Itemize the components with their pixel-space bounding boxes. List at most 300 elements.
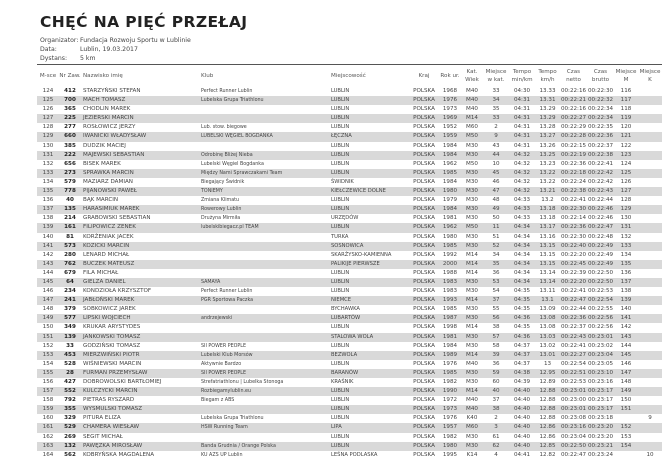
results-table [37, 65, 662, 460]
cell-category-place: 34 [492, 251, 500, 258]
cell-place-women [638, 132, 662, 141]
cell-club: Biegający Świdnik [201, 179, 245, 185]
cell-category-place: 3 [483, 423, 509, 432]
cell-speed: 13.02 [539, 342, 556, 349]
cell-club [199, 260, 329, 269]
cell-gross-time: 00:23:20 [587, 433, 614, 440]
cell-place: 161 [37, 423, 59, 432]
cell-pace: 04:40 [509, 423, 535, 432]
cell-category: M50 [461, 223, 483, 232]
cell-gross-time: 00:22:49 [587, 260, 614, 269]
cell-category: M50 [466, 160, 478, 167]
table-row [37, 151, 662, 160]
cell-category: M30 [466, 379, 478, 385]
cell-name: GODZIŃSKI TOMASZ [83, 342, 141, 349]
cell-gross-time: 00:23:21 [587, 442, 614, 451]
cell-speed: 13.27 [535, 132, 560, 141]
cell-name: FURMAN PRZEMYSŁAW [81, 369, 199, 378]
cell-category-place: 51 [492, 233, 500, 240]
cell-net-time: 00:22:15 [560, 142, 587, 149]
cell-club: Lubelska Grupa Triathlonu [201, 416, 264, 422]
cell-place-women: 9 [648, 415, 652, 422]
cell-net-time: 00:22:37 [560, 324, 587, 331]
cell-place: 125 [37, 96, 59, 105]
cell-speed: 13.2 [541, 197, 554, 204]
cell-year: 1976 [442, 360, 458, 367]
cell-place-men: 128 [620, 197, 632, 204]
table-row [37, 142, 662, 151]
cell-speed: 12.88 [535, 387, 560, 396]
cell-club: Strefatriathlonu | Lubelka Stonoga [201, 380, 284, 385]
cell-gross-time: 00:23:17 [587, 405, 614, 414]
cell-place-women [638, 151, 662, 160]
cell-place-women [638, 260, 662, 269]
table-row [37, 414, 662, 423]
cell-gross-time: 00:22:50 [587, 269, 614, 276]
meta-value: Lublin, 19.03.2017 [80, 46, 138, 53]
cell-category-place: 35 [483, 260, 509, 269]
cell-year: 1985 [439, 369, 461, 378]
table-row [37, 196, 662, 205]
cell-country: POLSKA [409, 369, 439, 378]
cell-gross-time: 00:22:34 [587, 106, 614, 113]
cell-category-place: 34 [483, 96, 509, 105]
cell-place: 142 [42, 251, 54, 258]
cell-place: 160 [42, 415, 54, 422]
cell-country: POLSKA [413, 342, 435, 349]
col-speed: Tempo km/h [538, 69, 557, 83]
cell-category-place: 35 [492, 106, 500, 113]
cell-place-men: 134 [620, 251, 632, 258]
cell-net-time: 00:22:50 [560, 442, 587, 451]
cell-net-time: 00:22:36 [560, 223, 587, 232]
cell-bib: 241 [59, 296, 81, 305]
cell-net-time: 00:22:16 [560, 88, 587, 94]
cell-city: LUBLIN [331, 433, 350, 440]
cell-city: LUBLIN [329, 151, 409, 160]
cell-place-men: 117 [614, 96, 638, 105]
cell-category-place: 36 [492, 269, 500, 276]
cell-place: 137 [37, 205, 59, 214]
cell-city: LUBLIN [331, 269, 350, 276]
cell-country: POLSKA [413, 160, 435, 167]
cell-bib: 700 [59, 96, 81, 105]
cell-gross-time: 00:22:30 [587, 88, 614, 94]
cell-place-men: 127 [614, 187, 638, 196]
cell-bib: 33 [66, 342, 74, 349]
cell-place-women [638, 351, 662, 360]
cell-place-women [638, 405, 662, 414]
cell-year: 1985 [442, 306, 458, 313]
cell-bib: 778 [59, 187, 81, 196]
cell-category: M30 [466, 342, 478, 349]
cell-place-women [638, 323, 662, 332]
meta-value: 5 km [80, 55, 96, 62]
cell-year: 2000 [439, 260, 461, 269]
cell-category-place: 33 [492, 88, 500, 94]
cell-speed: 13.08 [539, 324, 556, 331]
cell-place-men: 123 [614, 151, 638, 160]
table-row [37, 105, 662, 114]
cell-category: K14 [466, 451, 478, 458]
cell-city: STALOWA WOLA [329, 333, 409, 342]
cell-place: 153 [37, 351, 59, 360]
cell-pace: 04:34 [509, 242, 535, 251]
cell-name: KOZICKI MARCIN [81, 242, 199, 251]
cell-place-women [638, 342, 662, 351]
cell-country: POLSKA [413, 397, 435, 404]
cell-pace: 04:33 [509, 205, 535, 214]
cell-category: M30 [466, 433, 478, 440]
cell-country: POLSKA [409, 187, 439, 196]
cell-place-women [638, 369, 662, 378]
cell-gross-time: 00:22:49 [587, 242, 614, 251]
cell-bib: 552 [59, 387, 81, 396]
cell-place: 155 [37, 369, 59, 378]
cell-net-time: 00:22:27 [560, 351, 587, 360]
col-bib: Nr Zaw. [59, 73, 81, 79]
cell-year: 1952 [442, 124, 458, 131]
cell-net-time: 00:22:51 [560, 369, 587, 378]
cell-country: POLSKA [409, 387, 439, 396]
cell-pace: 04:31 [513, 124, 531, 131]
cell-net-time: 00:22:43 [560, 333, 587, 342]
cell-name: LIPSKI WOJCIECH [81, 314, 199, 323]
cell-category: M30 [461, 278, 483, 287]
cell-net-time: 00:22:41 [560, 197, 587, 204]
cell-bib: 40 [66, 197, 74, 204]
cell-city: LUBLIN [329, 442, 409, 451]
cell-pace: 04:40 [513, 397, 531, 404]
cell-city: LUBLIN [329, 387, 409, 396]
col-net-time: Czas netto [566, 69, 581, 83]
cell-country: POLSKA [413, 433, 435, 440]
cell-place-men: 132 [620, 233, 632, 240]
cell-year: 1976 [439, 96, 461, 105]
cell-category: M30 [466, 215, 478, 222]
cell-speed: 13.15 [535, 242, 560, 251]
cell-place: 157 [37, 387, 59, 396]
cell-speed: 12.88 [539, 397, 556, 404]
cell-year: 1985 [439, 169, 461, 178]
cell-year: 1980 [442, 233, 458, 240]
cell-city: LEŚNA PODLASKA [331, 451, 378, 458]
results-body [37, 87, 662, 460]
cell-net-time: 00:22:36 [560, 160, 587, 167]
cell-place-women [638, 251, 662, 260]
cell-place: 143 [37, 260, 59, 269]
cell-category: M30 [461, 169, 483, 178]
cell-gross-time: 00:22:46 [587, 215, 614, 222]
cell-city: SOSNOWICA [329, 242, 409, 251]
cell-club: Lubelski Klub Morsów [199, 351, 329, 360]
cell-net-time: 00:23:01 [560, 405, 587, 414]
cell-category-place: 43 [492, 142, 500, 149]
cell-pace: 04:40 [509, 387, 535, 396]
cell-club: Lubelska Grupa Triathlonu [199, 96, 329, 105]
cell-category-place: 54 [492, 288, 500, 295]
cell-year: 1989 [439, 351, 461, 360]
cell-bib: 28 [59, 369, 81, 378]
cell-country: POLSKA [413, 415, 435, 422]
cell-place: 163 [37, 442, 59, 451]
cell-club: Rowerowy Lublin [199, 205, 329, 214]
cell-year: 1962 [439, 223, 461, 232]
cell-net-time: 00:22:30 [560, 205, 587, 214]
table-row [37, 233, 662, 242]
cell-category: M14 [461, 114, 483, 123]
cell-place-men: 147 [614, 369, 638, 378]
cell-year: 1959 [439, 132, 461, 141]
cell-pace: 04:31 [509, 96, 535, 105]
cell-country: POLSKA [413, 197, 435, 204]
cell-pace: 04:36 [509, 333, 535, 342]
cell-bib: 577 [59, 314, 81, 323]
cell-year: 1993 [439, 296, 461, 305]
cell-place-women [638, 114, 662, 123]
table-row [37, 396, 662, 405]
cell-country: POLSKA [413, 269, 435, 276]
cell-name: KORŻENIAK JACEK [83, 233, 134, 240]
cell-place-men: 142 [620, 324, 632, 331]
cell-gross-time: 00:23:05 [587, 360, 614, 367]
cell-country: POLSKA [409, 278, 439, 287]
cell-city: KRAŚNIK [331, 379, 354, 385]
cell-category: M30 [461, 151, 483, 160]
cell-country: POLSKA [409, 296, 439, 305]
cell-club [199, 105, 329, 114]
cell-bib: 453 [59, 351, 81, 360]
cell-pace: 04:40 [513, 415, 531, 422]
cell-country: POLSKA [413, 306, 435, 313]
cell-country: POLSKA [413, 233, 435, 240]
table-row [37, 214, 662, 223]
cell-year: 1988 [442, 269, 458, 276]
cell-pace: 04:32 [509, 169, 535, 178]
cell-year: 1987 [439, 314, 461, 323]
cell-bib: 379 [64, 306, 76, 313]
cell-place-men: 119 [614, 114, 638, 123]
cell-speed: 12.86 [539, 433, 556, 440]
cell-name: WYSMULSKI TOMASZ [81, 405, 199, 414]
cell-speed: 13.22 [539, 178, 556, 185]
cell-place: 138 [42, 215, 54, 222]
cell-speed: 13.22 [535, 169, 560, 178]
col-name: Nazwisko imię [83, 73, 123, 79]
table-row [37, 287, 662, 296]
cell-club [199, 323, 329, 332]
cell-country: POLSKA [409, 151, 439, 160]
cell-city: LUBLIN [331, 415, 350, 422]
cell-club [199, 142, 329, 151]
cell-name: KULCZYCKI MARCIN [81, 387, 199, 396]
cell-club: Między Nami Sprawczakami Team [199, 169, 329, 178]
cell-place-women [638, 333, 662, 342]
cell-category: M40 [466, 397, 478, 404]
cell-country: POLSKA [409, 242, 439, 251]
cell-place-men: 121 [614, 132, 638, 141]
cell-name: JANKOWSKI TOMASZ [81, 333, 199, 342]
cell-net-time: 00:22:45 [560, 260, 587, 269]
cell-speed: 13.26 [539, 142, 556, 149]
cell-country: POLSKA [413, 288, 435, 295]
table-row [37, 296, 662, 305]
cell-pace: 04:32 [513, 160, 531, 167]
cell-place-men: 135 [614, 260, 638, 269]
cell-city: LUBLIN [331, 160, 350, 167]
cell-country: POLSKA [413, 178, 435, 185]
cell-pace: 04:40 [513, 433, 531, 440]
cell-category-place: 46 [492, 178, 500, 185]
cell-gross-time: 00:22:42 [587, 169, 614, 178]
cell-category: M30 [466, 142, 478, 149]
cell-name: SEGIT MICHAŁ [83, 433, 123, 440]
cell-pace: 04:39 [513, 379, 531, 385]
cell-country: POLSKA [409, 423, 439, 432]
cell-gross-time: 00:22:47 [587, 223, 614, 232]
cell-category: M30 [466, 306, 478, 313]
cell-name: FILIPOWICZ ZENEK [81, 223, 199, 232]
table-row [37, 96, 662, 105]
cell-net-time: 00:22:24 [560, 178, 587, 185]
cell-place-women [638, 387, 662, 396]
cell-bib: 385 [64, 142, 76, 149]
cell-name: ROSŁOWICZ JERZY [83, 124, 136, 131]
cell-place: 140 [42, 233, 54, 240]
page-title: CHĘĆ NA PIĘĆ PRZEŁAJ [40, 13, 248, 31]
cell-name: DUDZIK MACIEJ [83, 142, 126, 149]
cell-gross-time: 00:23:10 [587, 369, 614, 378]
cell-year: 1998 [442, 324, 458, 331]
cell-place-men: 145 [614, 351, 638, 360]
cell-year: 1984 [442, 142, 458, 149]
cell-place-women [638, 242, 662, 251]
cell-category: M30 [466, 178, 478, 185]
cell-bib: 427 [64, 379, 76, 385]
cell-gross-time: 00:22:50 [587, 278, 614, 287]
cell-country: POLSKA [413, 124, 435, 131]
cell-name: PIETRAS RYSZARD [83, 397, 135, 404]
cell-speed: 12.86 [535, 423, 560, 432]
cell-category: M30 [461, 333, 483, 342]
cell-speed: 13.1 [535, 296, 560, 305]
cell-club: Perfect Runner Lublin [201, 289, 253, 295]
cell-category-place: 2 [494, 124, 498, 131]
cell-category: M40 [461, 405, 483, 414]
cell-place: 131 [37, 151, 59, 160]
cell-place-women [638, 123, 662, 132]
cell-place-men: 148 [620, 379, 632, 385]
cell-pace: 04:31 [513, 142, 531, 149]
cell-pace: 04:36 [509, 314, 535, 323]
cell-category: M30 [461, 442, 483, 451]
table-row [37, 223, 662, 232]
cell-speed: 13.14 [535, 278, 560, 287]
cell-place: 162 [42, 433, 54, 440]
table-row [37, 405, 662, 414]
cell-name: IWANICKI WŁADYSŁAW [81, 132, 199, 141]
cell-category: M30 [461, 205, 483, 214]
cell-speed: 13.33 [539, 88, 556, 94]
cell-name: MAJEWSKI SEBASTIAN [81, 151, 199, 160]
meta-label: Data: [40, 46, 57, 53]
table-row [37, 178, 662, 187]
cell-category-place: 36 [492, 360, 500, 367]
cell-city: NIEMCE [329, 296, 409, 305]
cell-city: LUBLIN [331, 106, 350, 113]
cell-pace: 04:31 [513, 106, 531, 113]
cell-year: 1982 [442, 433, 458, 440]
cell-place: 147 [37, 296, 59, 305]
cell-place-men: 122 [620, 142, 632, 149]
cell-city: URZĘDÓW [331, 215, 359, 222]
cell-city: LIPA [329, 423, 409, 432]
cell-category-place: 47 [483, 187, 509, 196]
cell-name: DOBROWOLSKI BARTŁOMIEJ [83, 379, 162, 385]
cell-year: 1980 [439, 187, 461, 196]
cell-place: 156 [42, 379, 54, 385]
cell-club: Drużyna Mirmiła [201, 216, 241, 222]
cell-club: SAMAYA [199, 278, 329, 287]
cell-club: Lub. stow. biegowe [201, 125, 247, 131]
cell-city: ŁĘCZNA [329, 132, 409, 141]
cell-gross-time: 00:23:04 [587, 351, 614, 360]
cell-category-place: 59 [483, 369, 509, 378]
cell-place: 130 [42, 142, 54, 149]
cell-net-time: 00:22:53 [560, 379, 587, 385]
cell-name: PITURA ELIZA [83, 415, 121, 422]
table-row [37, 333, 662, 342]
col-place-men: Miejsce M [615, 69, 637, 83]
cell-place-men: 140 [620, 306, 632, 313]
cell-bib: 280 [64, 251, 76, 258]
cell-place-men: 143 [614, 333, 638, 342]
cell-place: 136 [42, 197, 54, 204]
cell-category-place: 39 [483, 351, 509, 360]
cell-country: POLSKA [409, 114, 439, 123]
cell-place-women [638, 314, 662, 323]
cell-year: 1972 [442, 397, 458, 404]
table-row [37, 342, 662, 351]
col-pace: Tempo min/km [511, 69, 533, 83]
cell-city: BYCHAWKA [331, 306, 360, 313]
cell-category-place: 62 [483, 442, 509, 451]
cell-city: LUBLIN [329, 278, 409, 287]
cell-category-place: 57 [483, 333, 509, 342]
cell-pace: 04:32 [509, 187, 535, 196]
cell-club [199, 269, 329, 278]
table-row [37, 160, 662, 169]
cell-gross-time: 00:23:02 [587, 342, 614, 349]
cell-club [199, 114, 329, 123]
table-header-row [37, 65, 662, 87]
table-row [37, 360, 662, 369]
cell-bib: 214 [64, 215, 76, 222]
cell-place-men: 133 [614, 242, 638, 251]
cell-place-women [638, 223, 662, 232]
col-country: Kraj [418, 73, 430, 79]
cell-name: KONDZIOŁA KRZYSZTOF [83, 288, 152, 295]
cell-place-men: 138 [620, 288, 632, 295]
cell-category-place: 37 [492, 397, 500, 404]
table-row [37, 169, 662, 178]
cell-city: BEZWOLA [329, 351, 409, 360]
cell-place: 134 [42, 178, 54, 185]
cell-speed: 13.31 [535, 96, 560, 105]
cell-place-men: 130 [620, 215, 632, 222]
table-row [37, 114, 662, 123]
cell-category-place: 48 [492, 197, 500, 204]
